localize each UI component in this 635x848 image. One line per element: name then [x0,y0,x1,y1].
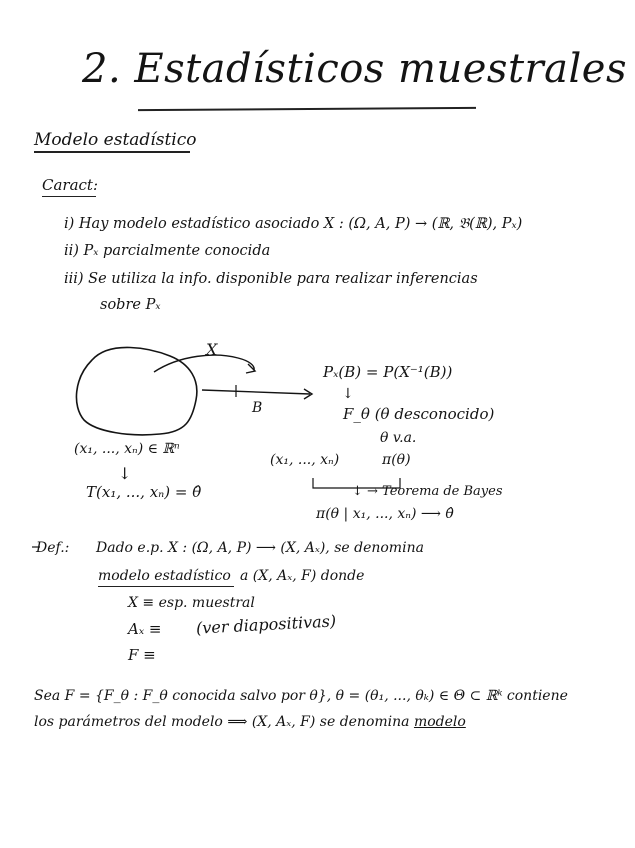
see-slides-note: (ver diapositivas) [195,611,337,638]
list-item: ii) Pₓ parcialmente conocida [64,243,271,259]
definition-term: modelo estadístico [98,568,231,584]
parametric-model-term: modelo [413,714,466,730]
bayes-theorem-note: ↓ → Teorema de Bayes [352,484,503,499]
arrow-down-icon: ↓ [342,386,354,402]
definition-text: a (X, Aₓ, F) donde [240,568,365,584]
sample-vector: (x₁, ..., xₙ) ∈ ℝⁿ [74,441,180,457]
real-line [202,390,310,394]
parametric-model-prefix: los parámetros del modelo ⟹ (X, Aₓ, F) se denomina [34,714,410,730]
characteristics-label: Caract: [42,176,99,194]
posterior-distribution: π(θ | x₁, ..., xₙ) ⟶ θ̂ [316,506,454,522]
sample-space-definition: X ≡ esp. muestral [128,595,255,611]
prior-distribution: π(θ) [382,452,411,468]
induced-probability: Pₓ(B) = P(X⁻¹(B)) [323,363,453,381]
sigma-algebra-definition: Aₓ ≡ [128,620,162,638]
distribution-family: F_θ (θ desconocido) [343,405,495,423]
list-item: iii) Se utiliza la info. disponible para realizar inferencias [64,271,478,287]
page-title: 2. Estadísticos muestrales [82,46,627,92]
x-map-label: X [206,340,218,359]
estimator: T(x₁, ..., xₙ) = θ̂ [86,483,202,501]
arrow-down-icon: ↓ [118,464,132,483]
theta-random-variable: θ v.a. [380,430,417,446]
definition-term-underline [98,586,234,587]
definition-text: Dado e.p. X : (Ω, A, P) ⟶ (X, Aₓ), se denomina [96,540,424,556]
section-heading: Modelo estadístico [34,130,197,150]
list-item: i) Hay modelo estadístico asociado X : (Ω, A, P) → (ℝ, 𝔅(ℝ), Pₓ) [64,216,523,232]
family-definition: F ≡ [128,646,156,664]
sample-vector-bayes: (x₁, ..., xₙ) [270,452,340,468]
parametric-model-text [34,714,466,730]
x-arrow-curve [154,355,254,372]
definition-label: Def.: [36,540,70,556]
parametric-model-text: Sea F = {F_θ : F_θ conocida salvo por θ}, θ = (θ₁, ..., θₖ) ∈ Θ ⊂ ℝᵏ contiene [34,688,568,704]
list-item-continuation: sobre Pₓ [100,297,161,313]
b-label: B [252,400,263,416]
